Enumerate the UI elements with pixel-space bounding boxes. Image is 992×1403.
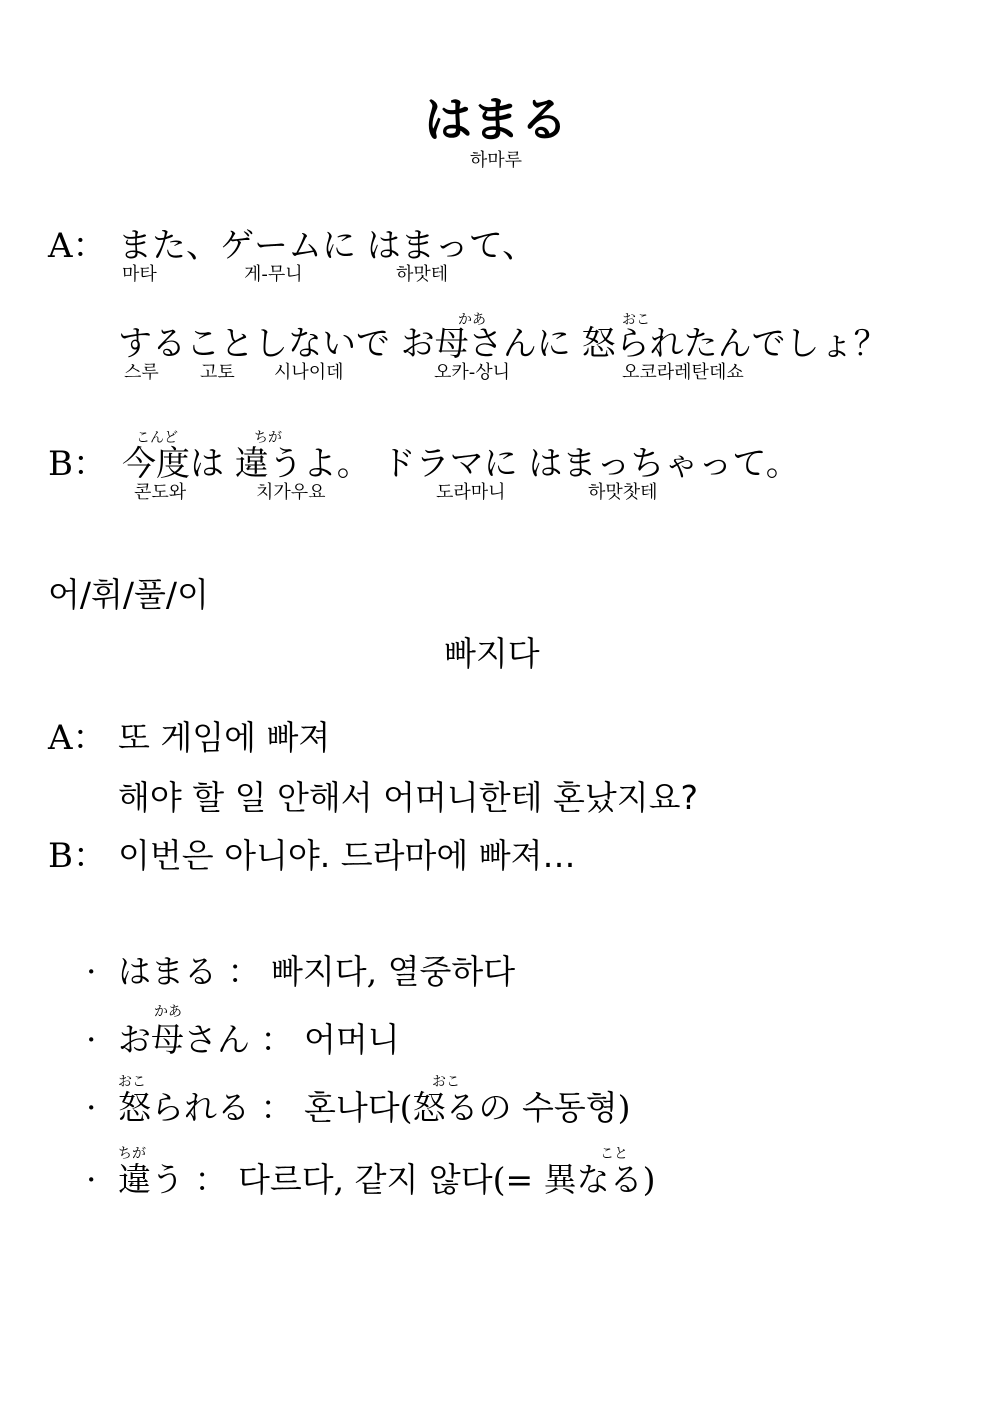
dialogue-a-line2: することしないで お母さんに 怒られたんでしょ？ bbox=[118, 324, 888, 364]
reading: 오코라레탄데쇼 bbox=[622, 362, 744, 383]
vocab-bullet: · bbox=[86, 1088, 97, 1127]
translation-a-line2: 해야 할 일 안해서 어머니한테 혼났지요? bbox=[118, 778, 699, 817]
ruby: ちが bbox=[254, 430, 282, 446]
translation-a-label: A： bbox=[48, 718, 107, 758]
speaker-a-label: A： bbox=[48, 226, 107, 266]
vocab-item: はまる ： 빠지다, 열중하다 bbox=[118, 952, 516, 991]
translation-b-line: 이번은 아니야. 드라마에 빠져… bbox=[118, 836, 576, 875]
reading: 하맛테 bbox=[396, 264, 449, 285]
reading: 도라마니 bbox=[436, 482, 506, 503]
vocab-bullet: · bbox=[86, 1020, 97, 1059]
vocab-item: お母さん ： 어머니 bbox=[118, 1020, 400, 1059]
reading: 오카-상니 bbox=[434, 362, 511, 383]
reading: 시나이데 bbox=[274, 362, 344, 383]
vocab-item: 違う ： 다르다, 같지 않다(= 異なる) bbox=[118, 1160, 656, 1199]
speaker-b-label: B： bbox=[48, 444, 107, 484]
ruby: おこ bbox=[622, 312, 650, 328]
ruby: こと bbox=[600, 1146, 628, 1162]
ruby: ちが bbox=[118, 1146, 146, 1162]
reading: 치가우요 bbox=[256, 482, 326, 503]
reading: 스루 bbox=[124, 362, 159, 383]
reading: 콘도와 bbox=[134, 482, 187, 503]
ruby: かあ bbox=[458, 312, 486, 328]
ruby: かあ bbox=[154, 1004, 182, 1020]
reading: 게-무니 bbox=[244, 264, 303, 285]
reading: 하맛찻테 bbox=[588, 482, 658, 503]
translation-b-label: B： bbox=[48, 836, 107, 876]
dialogue-b-line: 今度は 違うよ。 ドラマに はまっちゃって。 bbox=[122, 444, 800, 484]
page-title: はまる bbox=[423, 92, 568, 148]
ruby: おこ bbox=[118, 1074, 146, 1090]
meaning: 빠지다 bbox=[444, 634, 540, 673]
vocab-item: 怒られる ： 혼나다(怒るの 수동형) bbox=[118, 1088, 631, 1127]
title-reading: 하마루 bbox=[469, 150, 523, 171]
reading: 마타 bbox=[122, 264, 157, 285]
vocab-bullet: · bbox=[86, 952, 97, 991]
vocab-bullet: · bbox=[86, 1160, 97, 1199]
ruby: こんど bbox=[136, 430, 178, 446]
reading: 고토 bbox=[200, 362, 235, 383]
translation-a-line1: 또 게임에 빠져 bbox=[118, 718, 331, 757]
vocab-heading: 어/휘/풀/이 bbox=[48, 575, 209, 614]
ruby: おこ bbox=[432, 1074, 460, 1090]
dialogue-a-line1: また、ゲームに はまって、 bbox=[118, 226, 537, 266]
